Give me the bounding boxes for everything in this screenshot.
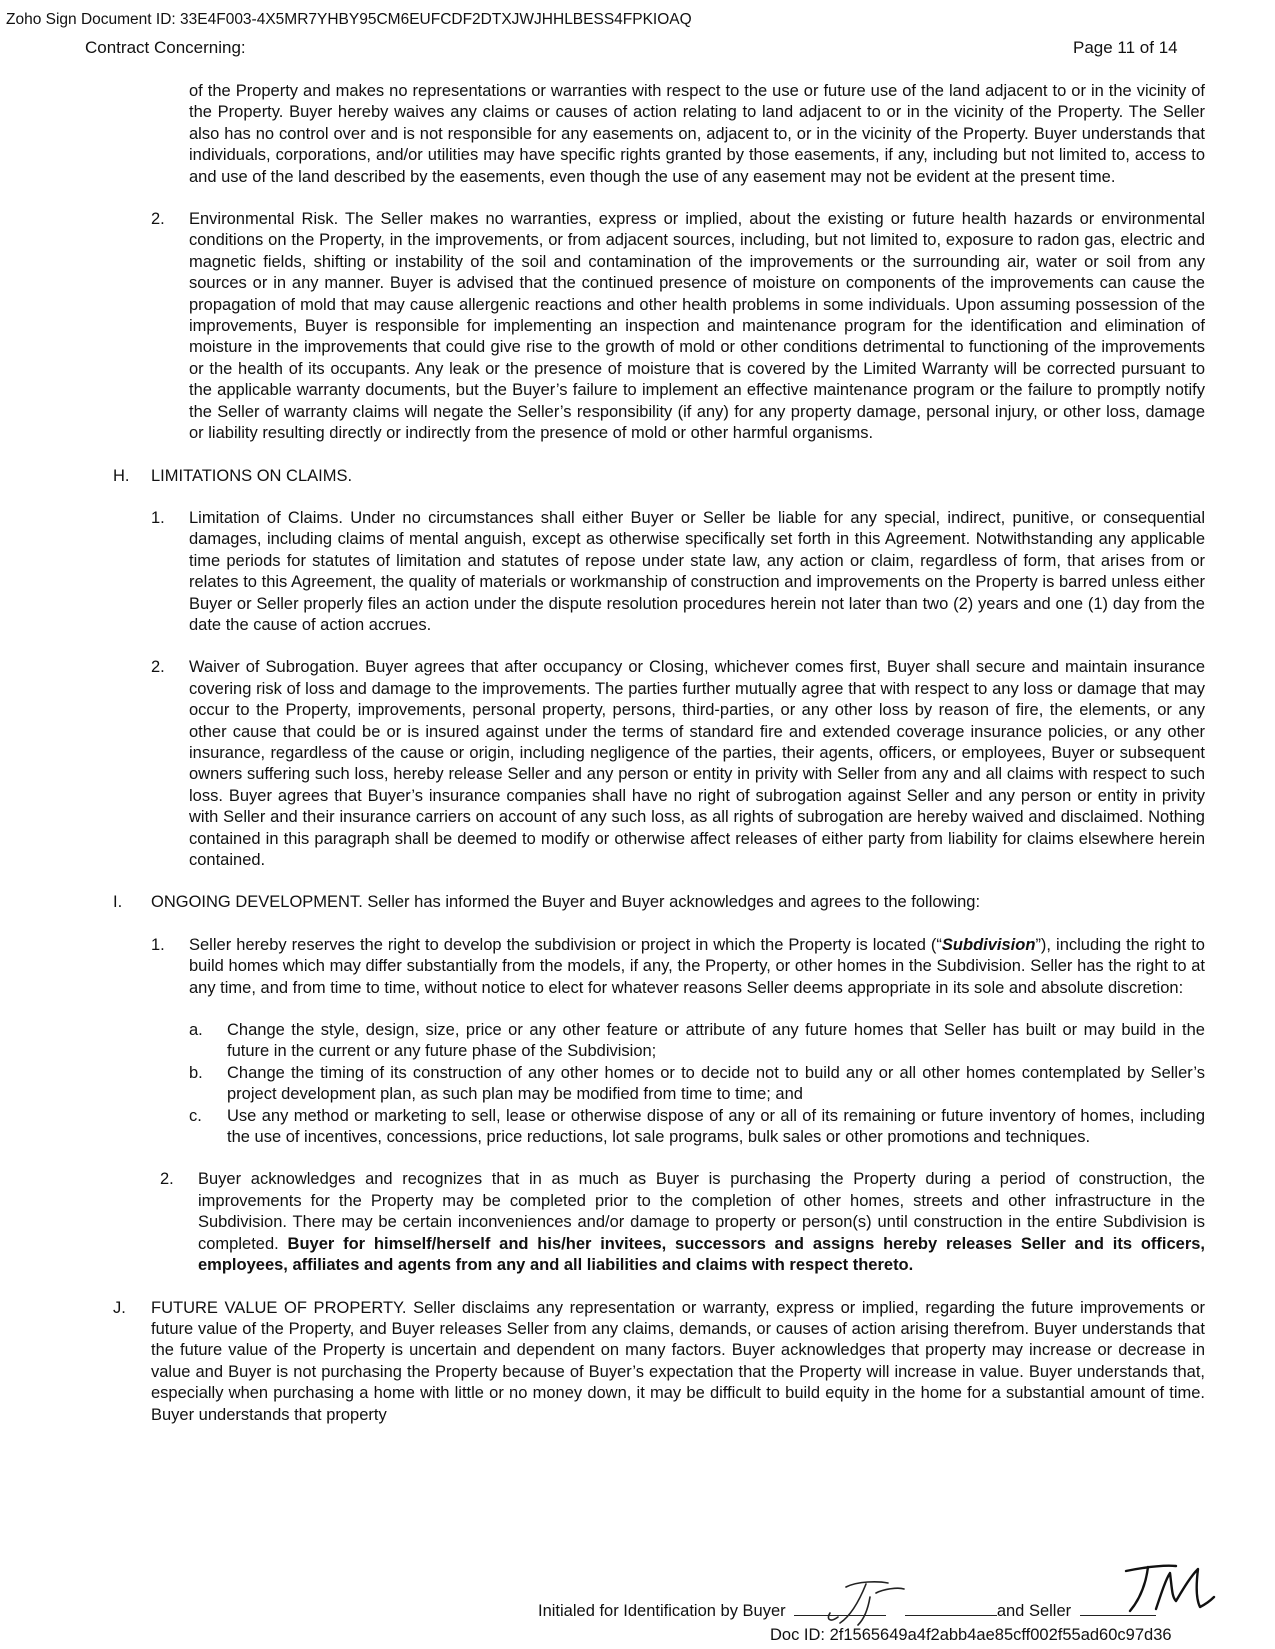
limitation-of-claims-item	[151, 508, 1205, 636]
section-i-heading	[113, 892, 1205, 913]
doc-id: Doc ID: 2f1565649a4f2abb4ae85cff002f55ad60c97d36	[770, 1626, 1172, 1644]
section-h-title: LIMITATIONS ON CLAIMS.	[151, 466, 353, 485]
item-number: 2.	[151, 658, 165, 677]
reserve-rights-pre: Seller hereby reserves the right to develop the subdivision or project in which the Property is located (“	[189, 935, 942, 954]
subitem-letter: c.	[189, 1106, 202, 1125]
contract-concerning-label: Contract Concerning:	[85, 38, 246, 57]
zoho-document-id: Zoho Sign Document ID: 33E4F003-4X5MR7YHBY95CM6EUFCDF2DTXJWJHHLBESS4FPKIOAQ	[6, 11, 692, 28]
and-seller-label: and Seller	[996, 1602, 1072, 1620]
subdivision-term: Subdivision	[941, 935, 1036, 954]
page-number: Page 11 of 14	[1073, 38, 1178, 57]
item-number: 1.	[151, 935, 165, 954]
waiver-of-subrogation-item	[151, 657, 1205, 871]
waiver-of-subrogation-text: Waiver of Subrogation. Buyer agrees that after occupancy or Closing, whichever comes first, Buyer shall secure and maintain insurance covering risk of loss and damage to the improvements. The parties further mutually agree that with respect to any loss or damage that may occur to the Property, improvements, personal property, persons, third-parties, or any other loss by reason of fire, the elements, or any other cause that could be or is insured against under the terms of standard fire and extended coverage insurance policies, or any other insurance, regardless of the cause or origin, including negligence of the parties, their agents, officers, or employees, Buyer or subsequent owners suffering such loss, hereby release Seller and any person or entity in privity with Seller from any and all claims with respect to such loss. Buyer agrees that Buyer’s insurance companies shall have no right of subrogation against Seller and any person or entity in privity with Seller and their insurance carriers on account of any such loss, as all rights of subrogation are hereby waived and disclaimed. Nothing contained in this paragraph shall be deemed to modify or otherwise affect releases of either party from liability for claims elsewhere herein contained.	[189, 658, 1205, 869]
subitem-text: Change the style, design, size, price or any other feature or attribute of any future homes that Seller has built or may build in the future in the current or any future phase of the Subdivision;	[227, 1021, 1205, 1061]
construction-acknowledgment-text	[198, 1169, 1205, 1276]
reserve-rights-item	[151, 935, 1205, 999]
subitem-text: Use any method or marketing to sell, lease or otherwise dispose of any or all of its remaining or future inventory of homes, including the use of incentives, concessions, price reductions, lot sale programs, bulk sales or other promotions and techniques.	[227, 1106, 1205, 1147]
environmental-risk-text: Environmental Risk. The Seller makes no warranties, express or implied, about the existing or future health hazards or environmental conditions on the Property, in the improvements, or from adjacent sources, including, but not limited to, exposure to radon gas, electric and magnetic fields, shifting or instability of the soil and contamination of the improvements or the surrounding air, water or soil from any sources or in any manner. Buyer is advised that the continued presence of moisture on components of the improvements can cause the propagation of mold that may cause allergenic reactions and other health problems in some individuals. Upon assuming possession of the improvements, Buyer is responsible for implementing an inspection and maintenance program for the identification and elimination of moisture in the improvements that could give rise to the growth of mold or other conditions detrimental to functioning of the improvements or the health of its occupants. Any leak or the presence of moisture that is covered by the Limited Warranty will be corrected pursuant to the applicable warranty documents, but the Buyer’s failure to implement an effective maintenance program or the failure to promptly notify the Seller of warranty claims will negate the Seller’s responsibility (if any) for any property damage, personal injury, or other loss, damage or liability resulting directly or indirectly from the presence of mold or other harmful organisms.	[189, 210, 1205, 443]
subitem-letter: a.	[189, 1021, 203, 1040]
item-number: 1.	[151, 508, 165, 527]
easement-paragraph	[189, 81, 1205, 188]
subitem-c	[189, 1106, 1205, 1149]
subitem-a	[189, 1020, 1205, 1063]
seller-initials-signature	[1118, 1561, 1218, 1621]
construction-acknowledgment-item	[160, 1169, 1206, 1276]
release-bold-text: Buyer for himself/herself and his/her invitees, successors and assigns hereby releases Seller and its officers, employees, affiliates and agents from any and all liabilities and claims with respect thereto.	[198, 1234, 1206, 1275]
future-value-text: FUTURE VALUE OF PROPERTY. Seller disclaims any representation or warranty, express or implied, regarding the future improvements or future value of the Property, and Buyer releases Seller from any claims, demands, or causes of action arising therefrom. Buyer understands that the future value of the Property is uncertain and dependent on many factors. Buyer acknowledges that property may increase or decrease in value and Buyer is not purchasing the Property because of Buyer’s expectation that the Property will increase in value. Buyer understands that, especially when purchasing a home with little or no money down, it may be difficult to build equity in the home for a substantial amount of time. Buyer understands that property	[151, 1298, 1205, 1424]
limitation-of-claims-text: Limitation of Claims. Under no circumstances shall either Buyer or Seller be liable for any special, indirect, punitive, or consequential damages, including claims of mental anguish, except as otherwise specifically set forth in this Agreement. Notwithstanding any applicable time periods for statutes of limitation and statutes of repose under state law, any action or claim, regardless of form, that arises from or relates to this Agreement, the quality of materials or workmanship of construction and improvements on the Property is barred unless either Buyer or Seller properly files an action under the dispute resolution procedures herein not later than two (2) years and one (1) day from the date the cause of action accrues.	[189, 508, 1205, 634]
section-letter: H.	[113, 466, 130, 485]
subitem-b	[189, 1063, 1205, 1106]
contract-body	[0, 81, 1275, 1426]
reserve-rights-post: ”), including the right to build homes which may differ substantially from the models, if any, the Property, or other homes in the Subdivision. Seller has the right to at any time, and from time to time, without notice to elect for whatever reasons Seller deems appropriate in its sole and absolute discretion:	[189, 935, 1205, 997]
item-number: 2.	[160, 1170, 174, 1189]
environmental-risk-item	[151, 209, 1205, 444]
subitem-letter: b.	[189, 1063, 203, 1082]
item-number: 2.	[151, 210, 165, 229]
initialed-label: Initialed for Identification by Buyer	[538, 1602, 786, 1620]
buyer-initials-signature	[818, 1579, 908, 1629]
section-j	[113, 1298, 1205, 1426]
reserve-rights-text	[189, 935, 1205, 999]
section-h-heading	[113, 466, 1205, 487]
subitem-text: Change the timing of its construction of any other homes or to decide not to build any or all other homes contemplated by Seller’s project development plan, as such plan may be modified from time to time; and	[227, 1063, 1205, 1104]
easement-text: of the Property and makes no representations or warranties with respect to the use or future use of the land adjacent to or in the vicinity of the Property. Buyer hereby waives any claims or causes of action relating to land adjacent to or in the vicinity of the Property. The Seller also has no control over and is not responsible for any easements on, adjacent to, or in the vicinity of the Property. Buyer understands that individuals, corporations, and/or utilities may have specific rights granted by those easements, if any, including but not limited to, access to and use of the land described by the easements, even though the use of any easement may not be evident at the present time.	[189, 82, 1205, 186]
section-letter: J.	[113, 1298, 126, 1317]
second-buyer-initials-blank	[905, 1601, 997, 1616]
section-letter: I.	[113, 893, 123, 912]
section-i-title: ONGOING DEVELOPMENT. Seller has informed the Buyer and Buyer acknowledges and agrees to the following:	[151, 893, 981, 912]
construction-text: Buyer acknowledges and recognizes that in as much as Buyer is purchasing the Property during a period of construction, the improvements for the Property may be completed prior to the completion of other homes, streets and other infrastructure in the Subdivision. There may be certain inconveniences and/or damage to property or person(s) until construction in the entire Subdivision is completed.	[198, 1170, 1205, 1253]
